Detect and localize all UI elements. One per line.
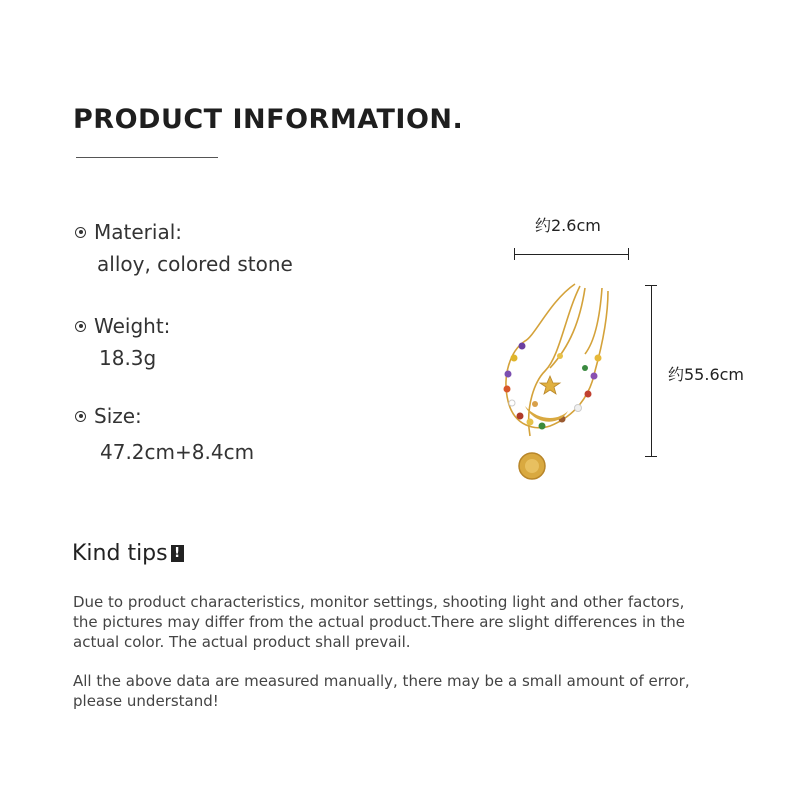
width-dimension-label: 约2.6cm	[535, 216, 601, 235]
bullet-icon	[75, 227, 86, 238]
length-dimension-tick-bottom	[645, 456, 657, 457]
page-title: PRODUCT INFORMATION.	[73, 104, 464, 135]
width-dimension-line	[514, 254, 629, 255]
kind-tips-paragraph-1: Due to product characteristics, monitor settings, shooting light and other factors, the pictures may differ from the actual product.There are slight differences in the actual color. The actual product shall prevail.	[73, 593, 685, 651]
spec-label: Weight:	[94, 314, 171, 338]
spec-value: 47.2cm+8.4cm	[100, 440, 255, 464]
width-dimension-tick-right	[628, 248, 629, 260]
length-dimension-line	[651, 285, 652, 457]
width-dimension-tick-left	[514, 248, 515, 260]
kind-tips-paragraph-2: All the above data are measured manually, there may be a small amount of error, please understand!	[73, 672, 690, 710]
bullet-icon	[75, 411, 86, 422]
exclamation-icon: !	[171, 545, 184, 562]
spec-value: 18.3g	[99, 346, 157, 370]
kind-tips-heading	[72, 541, 184, 566]
spec-material	[75, 220, 293, 276]
length-dimension-label: 约55.6cm	[668, 365, 745, 384]
bullet-icon	[75, 321, 86, 332]
kind-tips-title: Kind tips	[72, 541, 168, 566]
length-dimension-tick-top	[645, 285, 657, 286]
spec-label: Material:	[94, 220, 182, 244]
spec-weight	[75, 314, 170, 370]
spec-value: alloy, colored stone	[97, 252, 293, 276]
spec-size	[75, 404, 254, 464]
spec-label: Size:	[94, 404, 142, 428]
necklace-image	[490, 276, 630, 486]
title-underline	[76, 157, 218, 158]
